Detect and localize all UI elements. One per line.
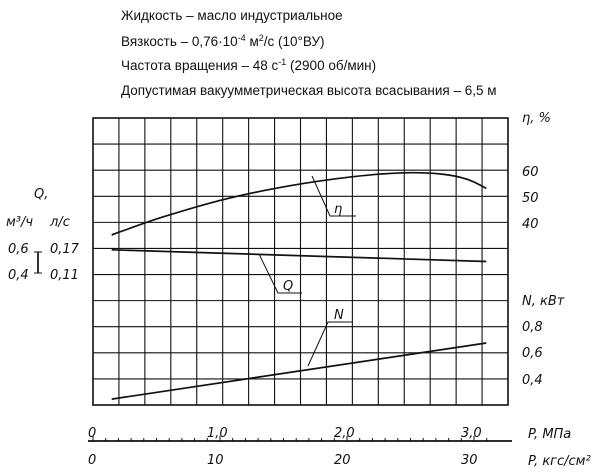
x-tick-label-mpa: 1,0 [207, 426, 228, 441]
q-tick-ls: 0,11 [50, 268, 79, 283]
bottom-axes [88, 426, 591, 469]
n-tick: 0,4 [522, 373, 543, 388]
eta-tick: 50 [522, 191, 539, 206]
x-axis-label-mpa: P, МПа [528, 427, 572, 442]
left-axis [6, 187, 80, 283]
q-tick-m3h: 0,4 [8, 268, 29, 283]
q-curve-label: Q [283, 279, 294, 294]
x-tick-label-mpa: 2,0 [334, 426, 355, 441]
x-tick-label-kgs: 30 [461, 453, 478, 468]
x-tick-label-kgs: 0 [88, 453, 97, 468]
n-tick: 0,8 [522, 320, 543, 335]
x-tick-label-mpa: 0 [88, 426, 97, 441]
right-axis [522, 111, 565, 388]
q-unit-m3h: м³/ч [6, 215, 34, 230]
header-viscosity: Вязкость – $0,76\cdot 10^{-4}$ $м^2/с$ (10°ВУ) [121, 33, 325, 49]
header-speed: Частота вращения – 48 $с^{-1}$ (2900 об/мин) [121, 57, 377, 73]
eta-axis-label: η, % [522, 111, 551, 126]
n-tick: 0,6 [522, 346, 543, 361]
q-leader [259, 254, 302, 293]
q-unit-ls: л/с [50, 215, 70, 230]
eta-tick: 40 [522, 217, 539, 232]
x-tick-label-kgs: 10 [207, 453, 224, 468]
x-tick-label-kgs: 20 [334, 453, 351, 468]
n-curve-label: N [334, 308, 344, 323]
header [121, 8, 497, 98]
x-tick-label-mpa: 3,0 [461, 426, 482, 441]
q-axis-label: Q, [34, 187, 49, 202]
n-axis-label: N, кВт [522, 294, 565, 309]
eta-curve-label: η [334, 202, 343, 217]
n-leader [308, 322, 352, 366]
eta-tick: 60 [522, 165, 539, 180]
header-fluid: Жидкость – масло индустриальное [121, 8, 343, 23]
q-tick-m3h: 0,6 [8, 242, 29, 257]
chart-grid [93, 118, 508, 405]
x-axis-label-kgs: P, кгс/см² [528, 454, 591, 469]
header-suction: Допустимая вакуумметрическая высота всасывания – 6,5 м [121, 83, 497, 98]
q-tick-ls: 0,17 [50, 242, 79, 257]
